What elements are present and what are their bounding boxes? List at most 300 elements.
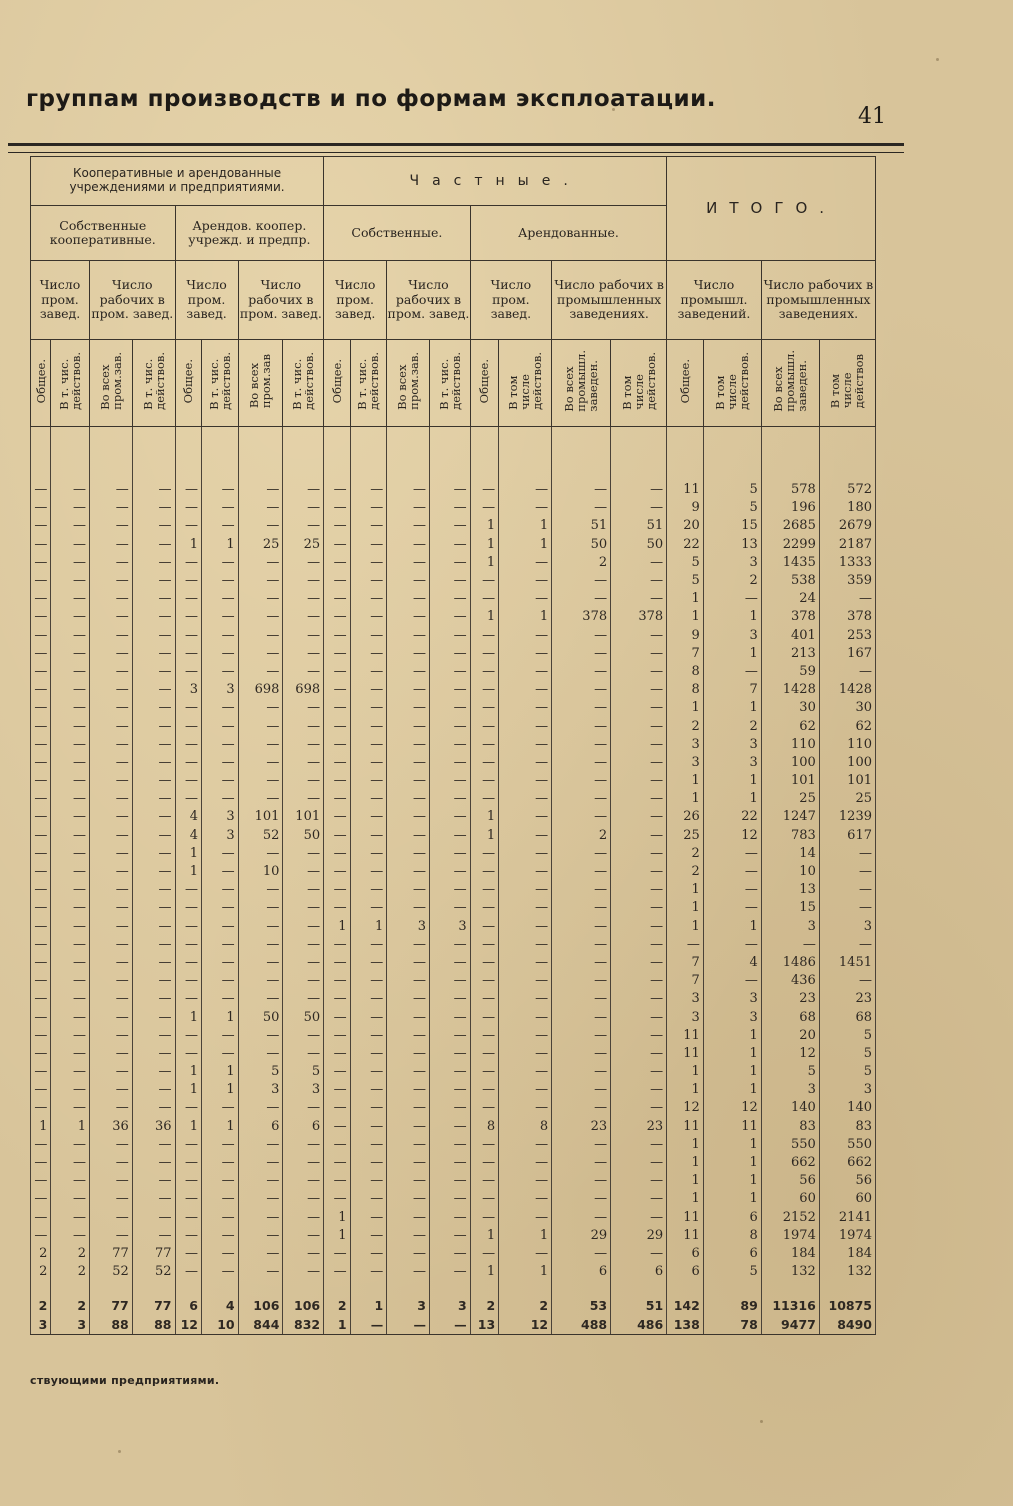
- table-cell: —: [31, 1154, 51, 1172]
- table-cell: —: [324, 645, 350, 663]
- table-cell: —: [387, 1008, 430, 1026]
- table-cell: —: [175, 954, 201, 972]
- table-cell: —: [90, 608, 133, 626]
- table-cell: —: [552, 1136, 611, 1154]
- column-header-label: В том числе действов.: [713, 351, 752, 410]
- table-cell: —: [470, 1008, 499, 1026]
- subgroup-private-own: Собственные.: [324, 206, 471, 261]
- table-cell: —: [175, 754, 201, 772]
- table-cell: —: [175, 772, 201, 790]
- table-cell: 3: [667, 990, 704, 1008]
- table-row: [31, 536, 876, 554]
- table-cell: 2: [667, 845, 704, 863]
- table-cell: 10875: [819, 1297, 875, 1315]
- table-cell: 88: [132, 1315, 175, 1334]
- table-cell: —: [175, 1136, 201, 1154]
- table-cell: —: [324, 1172, 350, 1190]
- table-row: [31, 899, 876, 917]
- table-cell: 1: [703, 699, 761, 717]
- table-cell: —: [132, 863, 175, 881]
- table-cell: —: [552, 918, 611, 936]
- subhead-workers: Число рабочих в пром. завед.: [238, 261, 324, 340]
- table-cell: —: [819, 899, 875, 917]
- table-cell: [470, 427, 499, 482]
- table-cell: —: [51, 954, 90, 972]
- table-cell: —: [90, 863, 133, 881]
- table-cell: —: [51, 1099, 90, 1117]
- table-cell: —: [238, 790, 283, 808]
- table-cell: —: [90, 899, 133, 917]
- table-cell: 8: [667, 681, 704, 699]
- table-cell: —: [499, 1027, 552, 1045]
- table-cell: 51: [611, 1297, 667, 1315]
- table-cell: —: [31, 627, 51, 645]
- table-cell: —: [132, 845, 175, 863]
- table-cell: 89: [703, 1297, 761, 1315]
- table-cell: 50: [238, 1008, 283, 1026]
- table-cell: 1: [470, 554, 499, 572]
- table-cell: —: [552, 590, 611, 608]
- table-cell: 3: [667, 1008, 704, 1026]
- table-cell: —: [238, 736, 283, 754]
- table-cell: 2: [51, 1263, 90, 1281]
- table-cell: 1: [667, 1136, 704, 1154]
- column-header: [761, 340, 819, 427]
- table-cell: —: [90, 663, 133, 681]
- table-cell: —: [387, 863, 430, 881]
- table-cell: —: [429, 1245, 470, 1263]
- table-cell: —: [132, 827, 175, 845]
- table-cell: 13: [761, 881, 819, 899]
- table-cell: —: [90, 699, 133, 717]
- table-cell: 617: [819, 827, 875, 845]
- table-cell: 12: [499, 1315, 552, 1334]
- table-cell: —: [470, 845, 499, 863]
- table-cell: —: [324, 1081, 350, 1099]
- table-cell: 1: [703, 772, 761, 790]
- table-cell: —: [324, 554, 350, 572]
- table-cell: —: [761, 936, 819, 954]
- table-cell: —: [324, 863, 350, 881]
- table-cell: 3: [175, 681, 201, 699]
- table-cell: 1: [201, 1081, 238, 1099]
- table-cell: —: [283, 590, 324, 608]
- column-header-label: Во всех пром.зав.: [395, 351, 422, 410]
- table-cell: —: [552, 972, 611, 990]
- table-cell: —: [175, 627, 201, 645]
- table-cell: 9: [667, 627, 704, 645]
- table-cell: —: [499, 572, 552, 590]
- table-cell: 1: [470, 517, 499, 535]
- table-cell: —: [387, 499, 430, 517]
- table-cell: —: [387, 681, 430, 699]
- table-cell: —: [552, 1045, 611, 1063]
- table-cell: —: [350, 881, 387, 899]
- table-cell: —: [470, 699, 499, 717]
- table-cell: 1: [175, 1118, 201, 1136]
- table-cell: —: [611, 754, 667, 772]
- header-rule-thin: [8, 152, 904, 153]
- table-cell: 101: [761, 772, 819, 790]
- table-cell: —: [201, 627, 238, 645]
- table-cell: 50: [552, 536, 611, 554]
- table-cell: —: [819, 590, 875, 608]
- table-cell: —: [350, 845, 387, 863]
- table-cell: —: [51, 736, 90, 754]
- table-cell: [51, 427, 90, 482]
- table-cell: —: [611, 1154, 667, 1172]
- table-cell: —: [31, 1172, 51, 1190]
- table-cell: —: [132, 481, 175, 499]
- table-cell: 3: [703, 754, 761, 772]
- table-cell: 2: [667, 717, 704, 735]
- table-cell: 100: [819, 754, 875, 772]
- table-cell: —: [283, 1263, 324, 1281]
- table-cell: 1435: [761, 554, 819, 572]
- table-row: [31, 1209, 876, 1227]
- table-cell: —: [611, 1136, 667, 1154]
- table-row: [31, 717, 876, 735]
- table-cell: 25: [238, 536, 283, 554]
- table-cell: [499, 1281, 552, 1297]
- table-cell: —: [175, 1209, 201, 1227]
- table-cell: —: [611, 590, 667, 608]
- table-row: [31, 681, 876, 699]
- table-cell: 1: [324, 1227, 350, 1245]
- table-cell: —: [387, 590, 430, 608]
- table-row: [31, 918, 876, 936]
- table-cell: 8: [470, 1118, 499, 1136]
- table-cell: —: [31, 663, 51, 681]
- table-cell: 5: [819, 1063, 875, 1081]
- table-cell: —: [350, 990, 387, 1008]
- column-header-label: В т. чис. действов.: [436, 351, 463, 410]
- table-cell: 7: [667, 954, 704, 972]
- table-cell: —: [51, 481, 90, 499]
- table-cell: —: [611, 1099, 667, 1117]
- table-cell: 378: [552, 608, 611, 626]
- table-cell: 5: [703, 499, 761, 517]
- table-cell: 1: [350, 1297, 387, 1315]
- column-header: [31, 340, 51, 427]
- table-cell: 77: [132, 1245, 175, 1263]
- table-cell: 1239: [819, 808, 875, 826]
- table-cell: —: [611, 827, 667, 845]
- table-cell: —: [611, 899, 667, 917]
- table-cell: —: [350, 1172, 387, 1190]
- table-cell: 3: [201, 827, 238, 845]
- table-cell: —: [283, 863, 324, 881]
- table-row: [31, 572, 876, 590]
- table-cell: —: [201, 717, 238, 735]
- table-cell: —: [429, 827, 470, 845]
- table-cell: —: [350, 1263, 387, 1281]
- table-cell: 14: [761, 845, 819, 863]
- table-cell: —: [51, 717, 90, 735]
- table-cell: —: [429, 608, 470, 626]
- table-cell: —: [90, 517, 133, 535]
- table-cell: 253: [819, 627, 875, 645]
- total-row: [31, 1297, 876, 1315]
- table-cell: —: [31, 881, 51, 899]
- table-cell: —: [31, 863, 51, 881]
- table-cell: —: [201, 699, 238, 717]
- table-cell: —: [201, 881, 238, 899]
- table-cell: 378: [611, 608, 667, 626]
- table-cell: 3: [667, 736, 704, 754]
- table-cell: —: [324, 808, 350, 826]
- paper-speck: [612, 108, 615, 111]
- table-cell: 572: [819, 481, 875, 499]
- table-cell: —: [238, 645, 283, 663]
- table-row: [31, 1136, 876, 1154]
- table-cell: 10: [201, 1315, 238, 1334]
- table-cell: —: [499, 1136, 552, 1154]
- table-cell: —: [201, 645, 238, 663]
- table-cell: 68: [761, 1008, 819, 1026]
- column-header-label: Во всех пром.зав: [247, 353, 274, 408]
- table-cell: —: [611, 863, 667, 881]
- table-cell: —: [499, 1081, 552, 1099]
- table-cell: —: [201, 1027, 238, 1045]
- table-cell: 52: [90, 1263, 133, 1281]
- table-cell: 1: [324, 918, 350, 936]
- table-cell: —: [552, 1154, 611, 1172]
- table-cell: —: [31, 736, 51, 754]
- table-cell: —: [324, 827, 350, 845]
- table-cell: —: [350, 517, 387, 535]
- table-cell: —: [201, 1263, 238, 1281]
- table-cell: —: [429, 808, 470, 826]
- table-cell: —: [283, 1172, 324, 1190]
- table-cell: —: [175, 881, 201, 899]
- total-row: [31, 1315, 876, 1334]
- table-cell: 1: [667, 608, 704, 626]
- table-cell: 11316: [761, 1297, 819, 1315]
- spacer-row: [31, 427, 876, 482]
- table-cell: —: [238, 554, 283, 572]
- table-cell: —: [238, 1045, 283, 1063]
- table-cell: 53: [552, 1297, 611, 1315]
- table-cell: —: [499, 845, 552, 863]
- table-cell: —: [201, 1045, 238, 1063]
- table-cell: —: [51, 1008, 90, 1026]
- table-cell: —: [350, 645, 387, 663]
- table-cell: —: [611, 1209, 667, 1227]
- table-cell: 106: [283, 1297, 324, 1315]
- table-cell: —: [201, 554, 238, 572]
- table-cell: —: [552, 1008, 611, 1026]
- table-cell: 1: [703, 608, 761, 626]
- table-cell: —: [132, 972, 175, 990]
- table-cell: —: [132, 699, 175, 717]
- table-cell: —: [350, 1081, 387, 1099]
- table-cell: 3: [31, 1315, 51, 1334]
- subhead-workers: Число рабочих в промышленных заведениях.: [761, 261, 875, 340]
- table-cell: 101: [238, 808, 283, 826]
- table-cell: 23: [552, 1118, 611, 1136]
- table-cell: —: [175, 936, 201, 954]
- table-cell: —: [429, 663, 470, 681]
- table-cell: —: [90, 1154, 133, 1172]
- table-cell: —: [90, 481, 133, 499]
- table-cell: —: [324, 1136, 350, 1154]
- column-header: [499, 340, 552, 427]
- table-cell: —: [324, 990, 350, 1008]
- table-cell: —: [90, 990, 133, 1008]
- table-cell: 3: [819, 1081, 875, 1099]
- table-cell: 3: [703, 554, 761, 572]
- table-cell: —: [283, 1209, 324, 1227]
- header-rule: [8, 143, 904, 146]
- table-cell: —: [324, 536, 350, 554]
- table-cell: —: [611, 627, 667, 645]
- table-cell: —: [31, 845, 51, 863]
- table-cell: —: [429, 717, 470, 735]
- table-cell: —: [201, 954, 238, 972]
- table-cell: —: [201, 736, 238, 754]
- table-cell: —: [611, 554, 667, 572]
- table-cell: —: [552, 1190, 611, 1208]
- table-cell: —: [611, 954, 667, 972]
- table-cell: —: [132, 1045, 175, 1063]
- table-cell: 10: [238, 863, 283, 881]
- table-cell: —: [51, 990, 90, 1008]
- table-cell: —: [238, 936, 283, 954]
- table-cell: —: [90, 590, 133, 608]
- table-cell: —: [552, 954, 611, 972]
- table-cell: —: [350, 772, 387, 790]
- table-cell: 1333: [819, 554, 875, 572]
- table-cell: 12: [175, 1315, 201, 1334]
- table-cell: —: [175, 1045, 201, 1063]
- table-cell: —: [499, 681, 552, 699]
- table-cell: 1428: [819, 681, 875, 699]
- table-cell: —: [703, 863, 761, 881]
- table-row: [31, 1063, 876, 1081]
- table-cell: —: [51, 1172, 90, 1190]
- table-cell: [470, 1281, 499, 1297]
- table-cell: 9477: [761, 1315, 819, 1334]
- table-cell: —: [350, 936, 387, 954]
- table-cell: 50: [283, 1008, 324, 1026]
- table-cell: —: [31, 972, 51, 990]
- table-cell: [90, 1281, 133, 1297]
- table-cell: —: [324, 1190, 350, 1208]
- paper-speck: [760, 1420, 763, 1423]
- table-cell: —: [283, 1027, 324, 1045]
- table-cell: —: [201, 1099, 238, 1117]
- table-cell: —: [350, 1027, 387, 1045]
- table-cell: —: [201, 990, 238, 1008]
- table-cell: —: [324, 845, 350, 863]
- column-header: [667, 340, 704, 427]
- table-cell: 78: [703, 1315, 761, 1334]
- table-cell: —: [499, 1209, 552, 1227]
- table-cell: —: [175, 1027, 201, 1045]
- table-cell: —: [387, 536, 430, 554]
- table-cell: [429, 1281, 470, 1297]
- table-cell: 401: [761, 627, 819, 645]
- table-cell: —: [31, 1227, 51, 1245]
- table-cell: —: [611, 808, 667, 826]
- table-cell: —: [324, 590, 350, 608]
- table-cell: [350, 427, 387, 482]
- table-cell: —: [31, 1209, 51, 1227]
- table-cell: 3: [703, 1008, 761, 1026]
- table-cell: —: [552, 481, 611, 499]
- table-cell: 378: [819, 608, 875, 626]
- table-cell: 1: [350, 918, 387, 936]
- table-cell: 1: [470, 1227, 499, 1245]
- table-cell: 3: [238, 1081, 283, 1099]
- table-cell: 15: [761, 899, 819, 917]
- table-cell: —: [499, 1045, 552, 1063]
- table-cell: —: [175, 790, 201, 808]
- table-cell: —: [703, 899, 761, 917]
- table-cell: —: [429, 754, 470, 772]
- table-cell: —: [350, 754, 387, 772]
- column-header-label: Общее.: [477, 358, 492, 403]
- table-cell: —: [51, 681, 90, 699]
- table-cell: —: [51, 972, 90, 990]
- table-cell: —: [470, 899, 499, 917]
- table-cell: —: [283, 754, 324, 772]
- table-cell: 5: [819, 1045, 875, 1063]
- table-cell: —: [132, 1172, 175, 1190]
- table-cell: —: [429, 1190, 470, 1208]
- table-cell: [667, 427, 704, 482]
- table-cell: —: [387, 1118, 430, 1136]
- table-cell: 5: [238, 1063, 283, 1081]
- table-cell: —: [31, 590, 51, 608]
- table-cell: 1428: [761, 681, 819, 699]
- table-cell: —: [429, 881, 470, 899]
- column-header-label: Во всех промышл. заведен.: [771, 349, 810, 412]
- table-cell: —: [283, 990, 324, 1008]
- table-cell: —: [51, 881, 90, 899]
- table-cell: —: [470, 881, 499, 899]
- table-cell: —: [132, 881, 175, 899]
- table-cell: —: [324, 881, 350, 899]
- table-cell: 662: [761, 1154, 819, 1172]
- table-cell: 11: [667, 1045, 704, 1063]
- table-cell: —: [201, 572, 238, 590]
- table-cell: —: [283, 790, 324, 808]
- table-cell: 6: [703, 1245, 761, 1263]
- table-cell: —: [703, 936, 761, 954]
- table-cell: —: [132, 918, 175, 936]
- table-cell: —: [175, 608, 201, 626]
- table-cell: —: [470, 790, 499, 808]
- table-cell: —: [132, 554, 175, 572]
- table-cell: —: [51, 590, 90, 608]
- table-cell: —: [175, 972, 201, 990]
- table-cell: —: [611, 499, 667, 517]
- table-cell: 3: [201, 681, 238, 699]
- table-cell: 1974: [819, 1227, 875, 1245]
- table-cell: —: [552, 627, 611, 645]
- table-cell: —: [90, 1190, 133, 1208]
- table-cell: 1: [667, 1063, 704, 1081]
- table-cell: 2141: [819, 1209, 875, 1227]
- table-cell: 1: [51, 1118, 90, 1136]
- table-cell: —: [350, 790, 387, 808]
- table-cell: —: [350, 1209, 387, 1227]
- table-cell: —: [552, 499, 611, 517]
- table-cell: —: [470, 1027, 499, 1045]
- table-cell: —: [552, 699, 611, 717]
